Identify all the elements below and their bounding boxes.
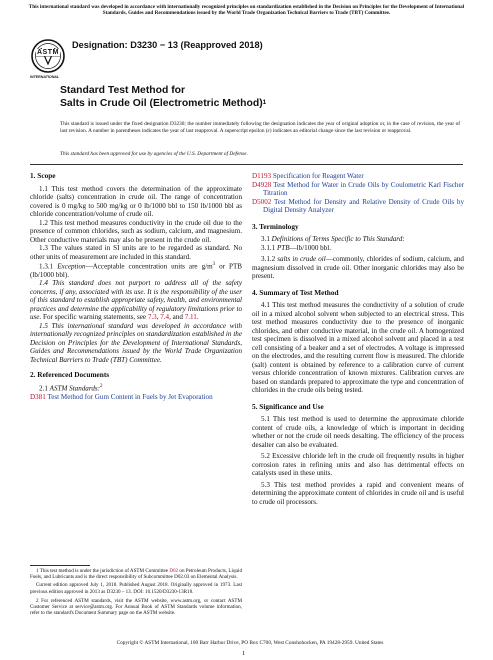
designation: Designation: D3230 − 13 (Reapproved 2018) — [72, 40, 263, 50]
title-line-1: Standard Test Method for — [60, 85, 186, 96]
sep: . — [196, 313, 199, 322]
header-divider — [30, 164, 463, 165]
footnote-1-edition: Current edition approved July 1, 2018. Published August 2018. Originally approved in 1973. Last previous edition approved in 2013 as D3230 – 13. DOI: 10.1520/D3230-13R18. — [30, 582, 242, 595]
section-2-heading: 2. Referenced Documents — [30, 370, 110, 380]
astm-standards-label: ASTM Standards: — [49, 384, 101, 393]
para-num: 2.1 — [39, 384, 50, 393]
para-4-1: 4.1 This test method measures the conductivity of a solution of crude oil in a mixed alcohol solvent when subjected to an electrical stress. This test method measures conductivity due to the presence of inorganic chlorides, and other conductive material, in the crude oil. A homogenized test specimen is dissolved in a mixed alcohol solvent and placed in a test cell consisting of a beaker and a set of electrodes. A voltage is impressed on the electrodes, and the resulting current flow is measured. The chloride (salt) content is obtained by reference to a calibration curve of current versus chloride concentration of known mixtures. Calibration curves are based on standards prepared to approximate the type and concentration of chlorides in the crude oils being tested. — [252, 301, 464, 394]
footnote-divider — [30, 565, 90, 566]
logo-text: ASTM — [37, 49, 59, 56]
tbt-notice: This international standard was developed in accordance with internationally recognized principles on standardization established in the Decision on Principles for the Development of International Standards, Guides and Recommendations issued by the World Trade Organization Technical Barriers to Trade (TBT) Committee. — [28, 4, 465, 17]
page-number: 1 — [242, 650, 246, 657]
para-3-1 — [252, 235, 464, 244]
section-3-heading: 3. Terminology — [252, 221, 299, 231]
ref-code-d5002[interactable]: D5002 — [252, 197, 272, 206]
definition-salts: —commonly, chlorides of sodium, calcium, and magnesium dissolved in crude oil. Other inorganic chlorides may also be present. — [252, 255, 464, 280]
superscript: 3 — [212, 262, 216, 267]
sep: , — [156, 313, 161, 322]
definitions-label: Definitions of Terms Specific to This Standard: — [271, 235, 405, 243]
para-5-3: 5.3 This test method provides a rapid and convenient means of determining the approximate content of chlorides in crude oil and is useful to crude oil processors. — [252, 480, 464, 506]
para-1-3-1 — [30, 261, 242, 279]
para-5-2: 5.2 Excessive chloride left in the crude oil frequently results in higher corrosion rates in refining units and also has detrimental effects on catalysts used in these units. — [252, 452, 464, 477]
reference-d1193 — [252, 172, 464, 181]
title-footnote-ref[interactable]: 1 — [262, 98, 267, 106]
exception-term: Exception — [57, 262, 86, 271]
term-salts: salts in crude oil — [277, 255, 326, 263]
approved-note: This standard has been approved for use by agencies of the U.S. Department of Defense. — [60, 151, 248, 157]
warning-ref-text: For specific warning statements, see — [41, 313, 148, 322]
ref-code-d381[interactable]: D381 — [30, 392, 46, 401]
link-7-3[interactable]: 7.3 — [147, 313, 157, 322]
reference-d381 — [30, 393, 242, 402]
para-num: 3.1.1 — [261, 243, 277, 252]
exception-text: —Acceptable concentration units are g/m — [85, 262, 213, 271]
logo-subtext: INTERNATIONAL — [30, 75, 60, 79]
footnote-1 — [30, 568, 242, 580]
para-1-4 — [30, 279, 242, 322]
section-1-heading: 1. Scope — [30, 171, 56, 180]
astm-logo-icon — [30, 38, 66, 84]
para-5-1: 5.1 This test method is used to determine the approximate chloride content of crude oils, a knowledge of which is important in deciding whether or not the crude oil needs desalting. The efficiency of the process desalter can also be evaluated. — [252, 415, 464, 449]
term-ptb: PTB — [276, 243, 290, 252]
sep: , and — [169, 313, 185, 322]
ref-title-d5002[interactable]: Test Method for Density and Relative Density of Crude Oils by Digital Density Analyzer — [263, 197, 464, 214]
right-column — [252, 172, 464, 506]
para-num: 1.3.1 — [39, 262, 58, 271]
para-3-1-1 — [252, 244, 464, 253]
reference-d4928 — [252, 181, 464, 198]
fn2-text: 2 For referenced ASTM standards, visit the ASTM website, www.astm.org, or contact ASTM Customer Service at service@astm.org. For — [30, 597, 242, 611]
para-num: 3.1.2 — [261, 255, 278, 263]
ref-title-d381[interactable]: Test Method for Gum Content in Fuels by Jet Evaporation — [45, 392, 213, 401]
exception-text-end: or PTB (lb/1000 bbl). — [30, 262, 243, 279]
section-4-heading: 4. Summary of Test Method — [252, 287, 339, 297]
definition-ptb: —lb/1000 bbl. — [289, 243, 331, 252]
footnote-ref[interactable]: 2 — [100, 383, 103, 389]
ref-title-d4928[interactable]: Test Method for Water in Crude Oils by Coulometric Karl Fischer Titration — [263, 180, 464, 197]
annual-book-title: Annual Book of ASTM Standards — [124, 604, 198, 611]
title-text: Salts in Crude Oil (Electrometric Method) — [60, 97, 263, 109]
document-title — [60, 85, 266, 110]
left-column — [30, 172, 242, 401]
fn1-text-end: on Petroleum Products, Liquid Fuels, and Lubricants and is the direct responsibility of Subcommittee D02.03 on Elemental Analysis. — [30, 568, 242, 581]
footnotes — [30, 568, 242, 616]
fn1-text: 1 This test method is under the jurisdiction of ASTM Committee — [36, 568, 170, 574]
issued-note: This standard is issued under the fixed designation D3230; the number immediately following the designation indicates the year of original adoption or, in the case of revision, the year of last revision. A number in parentheses indicates the year of last reapproval. A superscript epsilon (ε) indicates an editorial change since the last revision or reapproval. — [60, 121, 460, 134]
para-1-3: 1.3 The values stated in SI units are to be regarded as standard. No other units of measurement are included in this standard. — [30, 244, 242, 261]
footnote-2 — [30, 598, 242, 617]
reference-d5002 — [252, 198, 464, 215]
copyright-footer: Copyright © ASTM International, 100 Barr Harbor Drive, PO Box C700, West Conshohocken, PA 19428-2959. United States — [116, 640, 384, 646]
para-2-1 — [30, 383, 242, 393]
para-1-5: 1.5 This international standard was developed in accordance with internationally recognized principles on standardization established in the Decision on Principles for the Development of International Standards, Guides and Recommendations issued by the World Trade Organization Technical Barriers to Trade (TBT) Committee. — [30, 321, 242, 364]
title-line-2 — [60, 98, 266, 111]
para-3-1-2 — [252, 255, 464, 281]
safety-caveat: 1.4 This standard does not purport to address all of the safety concerns, if any, associated with its use. It is the responsibility of the user of this standard to establish appropriate safety, health, and environmental practices and determine the applicability of regulatory limitations prior to use. — [30, 279, 242, 322]
link-d02[interactable]: D02 — [169, 568, 179, 574]
section-5-heading: 5. Significance and Use — [252, 401, 324, 411]
ref-code-d1193[interactable]: D1193 — [252, 172, 272, 180]
ref-title-d1193[interactable]: Specification for Reagent Water — [271, 172, 364, 180]
link-7-4[interactable]: 7.4 — [160, 313, 170, 322]
para-num: 3.1 — [261, 235, 272, 243]
para-1-2: 1.2 This test method measures conductivity in the crude oil due to the presence of common chlorides, such as sodium, calcium, and magnesium. Other conductive materials may also be present in the crude oil. — [30, 218, 242, 244]
fn2-text-end: volume information, refer to the standard's Document Summary page on the ASTM website. — [30, 604, 242, 617]
link-7-11[interactable]: 7.11 — [184, 313, 197, 322]
para-1-1: 1.1 This test method covers the determination of the approximate chloride (salts) concentration in crude oil. The range of concentration covered is 0 mg/kg to 500 mg/kg or 0 lb/1000 bbl to 150 lb/1000 bbl as chloride concentration/volume of crude oil. — [30, 184, 242, 218]
ref-code-d4928[interactable]: D4928 — [252, 180, 272, 189]
